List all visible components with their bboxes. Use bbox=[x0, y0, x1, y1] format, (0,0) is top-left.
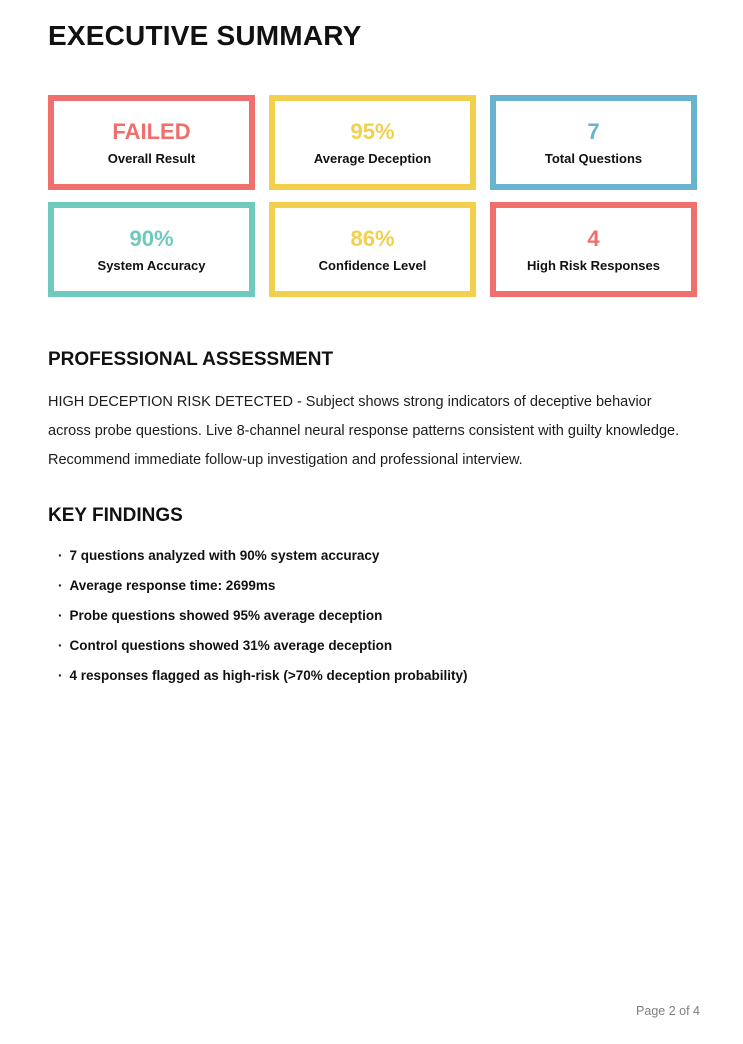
finding-item bbox=[58, 548, 697, 563]
metric-value: 86% bbox=[350, 225, 395, 251]
metric-label: Average Deception bbox=[313, 150, 432, 166]
finding-item bbox=[58, 638, 697, 653]
finding-text: 4 responses flagged as high-risk (>70% deception probability) bbox=[69, 668, 468, 683]
page-number: Page 2 of 4 bbox=[636, 1004, 700, 1018]
finding-text: Probe questions showed 95% average deception bbox=[69, 608, 383, 623]
metric-value: FAILED bbox=[112, 118, 191, 144]
metric-value: 90% bbox=[129, 225, 174, 251]
professional-assessment-body: HIGH DECEPTION RISK DETECTED - Subject shows strong indicators of deceptive behavior across probe questions. Live 8-channel neural response patterns consistent with guilty knowledge. Recommend immediate follow-up investigation and professional interview. bbox=[48, 394, 680, 468]
finding-text: Average response time: 2699ms bbox=[69, 578, 276, 593]
key-findings-section bbox=[48, 505, 697, 683]
metric-label: Total Questions bbox=[544, 150, 643, 166]
metric-label: System Accuracy bbox=[97, 257, 206, 273]
key-findings-heading: KEY FINDINGS bbox=[48, 505, 183, 526]
metric-card-total-questions bbox=[490, 95, 697, 190]
metric-label: High Risk Responses bbox=[527, 257, 660, 273]
metric-value: 95% bbox=[350, 118, 395, 144]
metric-card-confidence-level bbox=[269, 202, 476, 297]
bullet-dot: · bbox=[58, 638, 63, 653]
bullet-dot: · bbox=[58, 668, 63, 683]
metric-card-overall-result bbox=[48, 95, 255, 190]
finding-text: 7 questions analyzed with 90% system accuracy bbox=[69, 548, 380, 563]
summary-cards-grid bbox=[48, 95, 697, 297]
metric-value: 4 bbox=[587, 225, 600, 251]
finding-item bbox=[58, 608, 697, 623]
bullet-dot: · bbox=[58, 608, 63, 623]
metric-card-high-risk-responses bbox=[490, 202, 697, 297]
bullet-dot: · bbox=[58, 548, 63, 563]
bullet-dot: · bbox=[58, 578, 63, 593]
professional-assessment-heading: PROFESSIONAL ASSESSMENT bbox=[48, 349, 334, 370]
findings-list bbox=[48, 548, 697, 683]
metric-label: Confidence Level bbox=[318, 257, 427, 273]
metric-label: Overall Result bbox=[107, 150, 196, 166]
professional-assessment-section bbox=[48, 349, 697, 475]
finding-item bbox=[58, 668, 697, 683]
finding-item bbox=[58, 578, 697, 593]
page-title: EXECUTIVE SUMMARY bbox=[48, 20, 362, 51]
metric-card-average-deception bbox=[269, 95, 476, 190]
summary-cards-row-2 bbox=[48, 202, 697, 297]
metric-card-system-accuracy bbox=[48, 202, 255, 297]
metric-value: 7 bbox=[587, 118, 600, 144]
finding-text: Control questions showed 31% average deception bbox=[69, 638, 393, 653]
summary-cards-row-1 bbox=[48, 95, 697, 190]
